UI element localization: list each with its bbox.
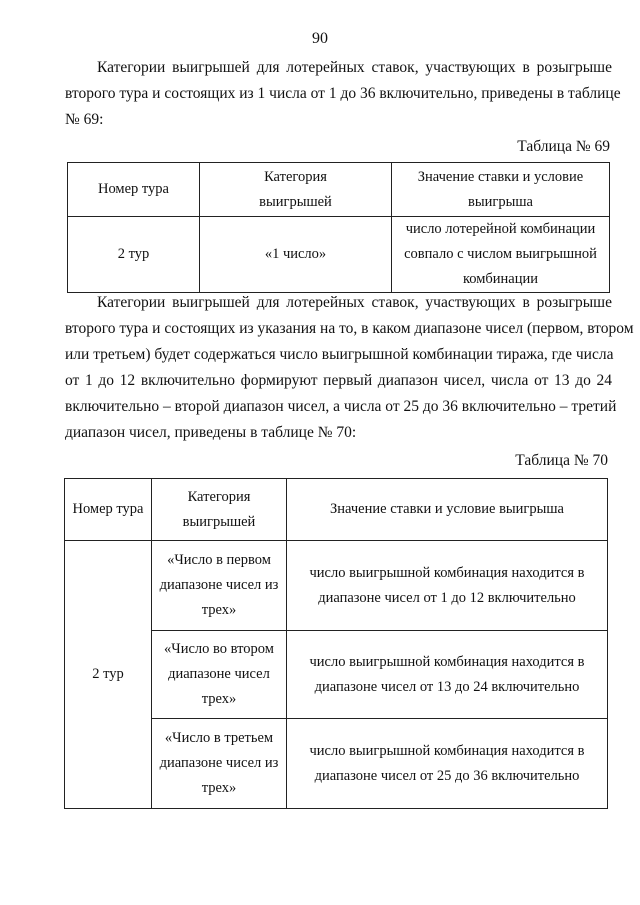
table-header-row [65, 479, 608, 541]
category-cell: «Число в третьем диапазоне чисел из трех» [152, 719, 287, 809]
condition-cell: число выигрышной комбинация находится в диапазоне чисел от 25 до 36 включительно [287, 719, 608, 809]
text-line: Категории выигрышей для лотерейных ставок, участвующих в розыгрыше [97, 59, 612, 76]
text-line: от 1 до 12 включительно формируют первый диапазон чисел, числа от 13 до 24 [65, 372, 612, 389]
header-cell: Номер тура [68, 163, 200, 217]
header-cell: Категория выигрышей [200, 163, 392, 217]
header-cell: Категория выигрышей [152, 479, 287, 541]
condition-cell: число выигрышной комбинация находится в диапазоне чисел от 1 до 12 включительно [287, 541, 608, 631]
category-cell: «Число в первом диапазоне чисел из трех» [152, 541, 287, 631]
page-number: 90 [312, 30, 328, 47]
table-row [68, 217, 610, 293]
category-cell: «Число во втором диапазоне чисел трех» [152, 631, 287, 719]
text-line: Категории выигрышей для лотерейных ставок, участвующих в розыгрыше [97, 294, 612, 311]
text-line: второго тура и состоящих из указания на то, в каком диапазоне чисел (первом, втором [65, 320, 634, 337]
header-cell: Значение ставки и условие выигрыша [392, 163, 610, 217]
table-row [65, 541, 608, 631]
condition-cell: число выигрышной комбинация находится в диапазоне чисел от 13 до 24 включительно [287, 631, 608, 719]
table-69 [67, 162, 610, 293]
header-cell: Значение ставки и условие выигрыша [287, 479, 608, 541]
tour-cell: 2 тур [65, 541, 152, 809]
category-cell: «1 число» [200, 217, 392, 293]
table-header-row [68, 163, 610, 217]
text-line: или третьем) будет содержаться число выигрышной комбинации тиража, где числа [65, 346, 614, 363]
paragraph-1 [65, 55, 621, 133]
text-line: включительно – второй диапазон чисел, а числа от 25 до 36 включительно – третий [65, 398, 617, 415]
paragraph-2 [65, 290, 634, 446]
table-70-label: Таблица № 70 [515, 452, 608, 469]
table-69-label: Таблица № 69 [517, 138, 610, 155]
text-line: второго тура и состоящих из 1 числа от 1 до 36 включительно, приведены в таблице [65, 85, 621, 102]
header-cell: Номер тура [65, 479, 152, 541]
condition-cell: число лотерейной комбинации совпало с числом выигрышной комбинации [392, 217, 610, 293]
tour-cell: 2 тур [68, 217, 200, 293]
text-line: № 69: [65, 111, 104, 128]
table-70 [64, 478, 608, 809]
text-line: диапазон чисел, приведены в таблице № 70: [65, 424, 357, 441]
